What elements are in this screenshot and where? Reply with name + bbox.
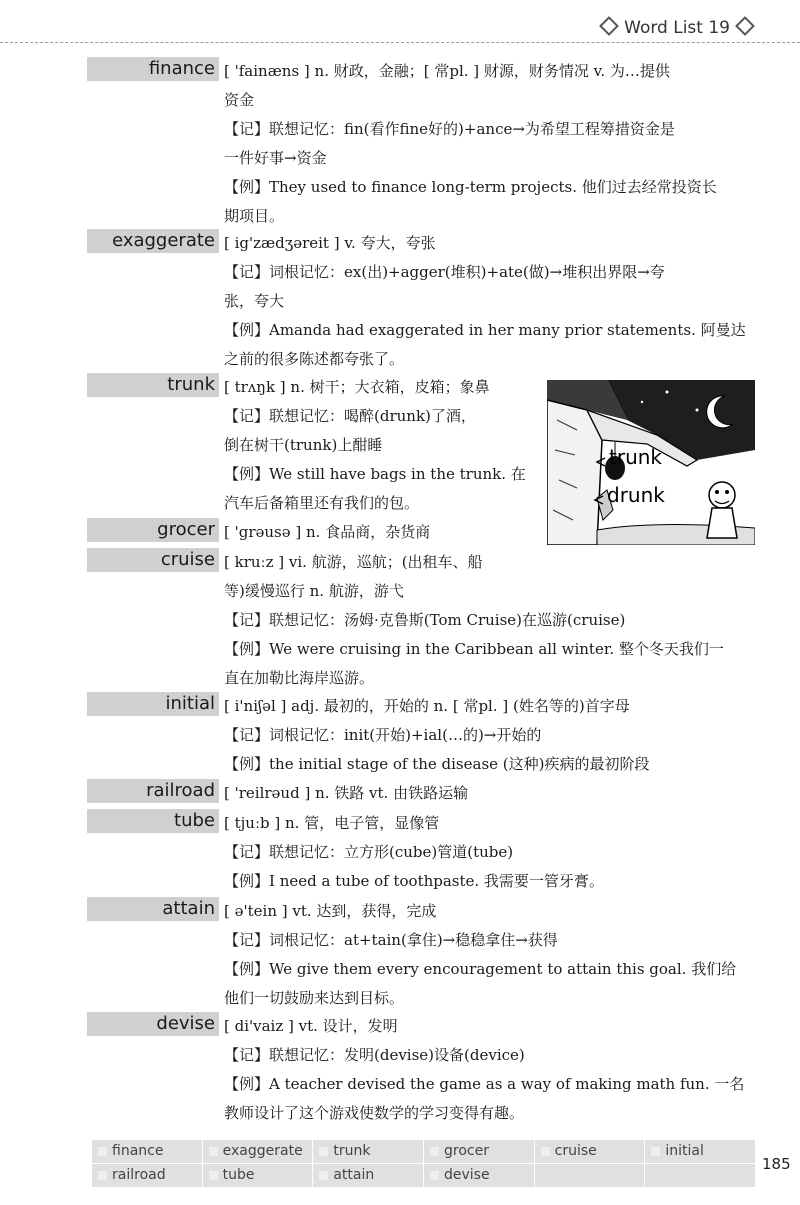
memory-line: 【记】联想记忆：发明(devise)设备(device) [224, 1046, 525, 1064]
example-line: 汽车后备箱里还有我们的包。 [224, 494, 420, 512]
memory-line: 【记】词根记忆：at+tain(拿住)→稳稳拿住→获得 [224, 931, 558, 949]
checkbox-icon [430, 1171, 439, 1180]
checkbox-icon [209, 1147, 218, 1156]
review-word: finance [112, 1143, 164, 1159]
memory-line: 张，夸大 [224, 292, 285, 310]
headword: tube [174, 810, 215, 831]
headword: railroad [146, 780, 215, 801]
definition-block [224, 518, 542, 547]
review-cell[interactable] [424, 1164, 534, 1187]
headword-band [87, 229, 219, 253]
headword: attain [162, 898, 215, 919]
definition-line: [ 'reilrəud ] n. 铁路 vt. 由铁路运输 [224, 784, 469, 802]
review-cell[interactable] [645, 1140, 755, 1163]
review-cell[interactable] [92, 1164, 202, 1187]
cartoon-drawing [547, 380, 755, 545]
review-word: exaggerate [222, 1143, 303, 1159]
memory-line: 【记】联想记忆：fin(看作fine好的)+ance→为希望工程筹措资金是 [224, 120, 675, 138]
headword-band [87, 779, 219, 803]
memory-line: 【记】联想记忆：喝醉(drunk)了酒， [224, 407, 476, 425]
review-word: cruise [554, 1143, 597, 1159]
memory-line: 一件好事→资金 [224, 149, 327, 167]
review-cell[interactable] [535, 1140, 645, 1163]
headword: exaggerate [112, 230, 215, 251]
checkbox-icon [319, 1147, 328, 1156]
definition-line: [ i'niʃəl ] adj. 最初的，开始的 n. [ 常pl. ] (姓名等的)首字母 [224, 697, 630, 715]
headword-band [87, 897, 219, 921]
definition-block [224, 779, 756, 808]
checkbox-icon [98, 1171, 107, 1180]
review-word: trunk [333, 1143, 371, 1159]
review-word: tube [222, 1167, 255, 1183]
definition-line: [ di'vaiz ] vt. 设计，发明 [224, 1017, 398, 1035]
memory-line: 【记】联想记忆：立方形(cube)管道(tube) [224, 843, 514, 861]
page-number: 185 [762, 1155, 791, 1173]
word-list-title [594, 18, 760, 38]
review-cell[interactable] [424, 1140, 534, 1163]
checkbox-icon [209, 1171, 218, 1180]
review-word: initial [665, 1143, 704, 1159]
word-list-label: Word List 19 [624, 18, 730, 38]
trunk-label: trunk [609, 445, 662, 469]
example-line: 【例】We give them every encouragement to attain this goal. 我们给 [224, 960, 737, 978]
review-cell[interactable] [313, 1140, 423, 1163]
headword-band [87, 548, 219, 572]
definition-block [224, 692, 756, 779]
definition-line: [ 'grəusə ] n. 食品商，杂货商 [224, 523, 431, 541]
review-word: devise [443, 1167, 490, 1183]
definition-block [224, 548, 756, 693]
example-line: 之前的很多陈述都夸张了。 [224, 350, 405, 368]
review-cell[interactable] [203, 1140, 313, 1163]
definition-line: [ 'fainæns ] n. 财政，金融；[ 常pl. ] 财源，财务情况 v. 为…提供 [224, 62, 670, 80]
memory-line: 【记】词根记忆：ex(出)+agger(堆积)+ate(做)→堆积出界限→夸 [224, 263, 665, 281]
example-line: 【例】A teacher devised the game as a way of making math fun. 一名 [224, 1075, 745, 1093]
headword-band [87, 1012, 219, 1036]
definition-block [224, 809, 756, 896]
page-header [0, 0, 800, 44]
header-divider [0, 42, 800, 43]
diamond-icon [735, 16, 755, 36]
review-cell[interactable] [92, 1140, 202, 1163]
review-cell-empty [645, 1164, 755, 1187]
review-word: grocer [443, 1143, 489, 1159]
example-line: 【例】We still have bags in the trunk. 在 [224, 465, 526, 483]
memory-line: 【记】联想记忆：汤姆·克鲁斯(Tom Cruise)在巡游(cruise) [224, 611, 626, 629]
review-cell[interactable] [313, 1164, 423, 1187]
example-line: 【例】the initial stage of the disease (这种)疾病的最初阶段 [224, 755, 650, 773]
example-line: 【例】Amanda had exaggerated in her many prior statements. 阿曼达 [224, 321, 746, 339]
headword: trunk [167, 374, 215, 395]
headword-band [87, 57, 219, 81]
review-word: railroad [112, 1167, 166, 1183]
definition-line: 等)缓慢巡行 n. 航游，游弋 [224, 582, 404, 600]
diamond-icon [599, 16, 619, 36]
example-line: 【例】They used to finance long-term projects. 他们过去经常投资长 [224, 178, 717, 196]
headword: finance [148, 58, 215, 79]
checkbox-icon [651, 1147, 660, 1156]
definition-line: [ trʌŋk ] n. 树干；大衣箱，皮箱；象鼻 [224, 378, 490, 396]
example-line: 【例】We were cruising in the Caribbean all winter. 整个冬天我们一 [224, 640, 724, 658]
definition-block [224, 1012, 756, 1128]
memory-line: 倒在树干(trunk)上酣睡 [224, 436, 383, 454]
example-line: 直在加勒比海岸巡游。 [224, 669, 375, 687]
trunk-drunk-illustration [547, 380, 755, 545]
headword-band [87, 518, 219, 542]
review-word: attain [333, 1167, 375, 1183]
definition-block [224, 897, 756, 1013]
checkbox-icon [541, 1147, 550, 1156]
example-line: 【例】I need a tube of toothpaste. 我需要一管牙膏。 [224, 872, 604, 890]
checkbox-icon [319, 1171, 328, 1180]
headword: initial [165, 693, 215, 714]
definition-line: [ kruːz ] vi. 航游，巡航；(出租车、船 [224, 553, 483, 571]
headword: cruise [160, 549, 215, 570]
checkbox-icon [98, 1147, 107, 1156]
headword-band [87, 809, 219, 833]
definition-block [224, 373, 542, 518]
example-line: 教师设计了这个游戏使数学的学习变得有趣。 [224, 1104, 525, 1122]
example-line: 期项目。 [224, 207, 285, 225]
headword-band [87, 692, 219, 716]
review-cell-empty [535, 1164, 645, 1187]
definition-block [224, 57, 756, 231]
checkbox-icon [430, 1147, 439, 1156]
definition-line: [ tjuːb ] n. 管，电子管，显像管 [224, 814, 440, 832]
definition-line: [ ig'zædʒəreit ] v. 夸大，夸张 [224, 234, 436, 252]
definition-line: 资金 [224, 91, 255, 109]
example-line: 他们一切鼓励来达到目标。 [224, 989, 405, 1007]
memory-line: 【记】词根记忆：init(开始)+ial(…的)→开始的 [224, 726, 542, 744]
definition-line: [ ə'tein ] vt. 达到，获得，完成 [224, 902, 437, 920]
definition-block [224, 229, 756, 374]
headword: devise [156, 1013, 215, 1034]
review-word-grid [92, 1140, 755, 1186]
review-cell[interactable] [203, 1164, 313, 1187]
drunk-label: drunk [607, 483, 665, 507]
headword: grocer [157, 519, 215, 540]
headword-band [87, 373, 219, 397]
